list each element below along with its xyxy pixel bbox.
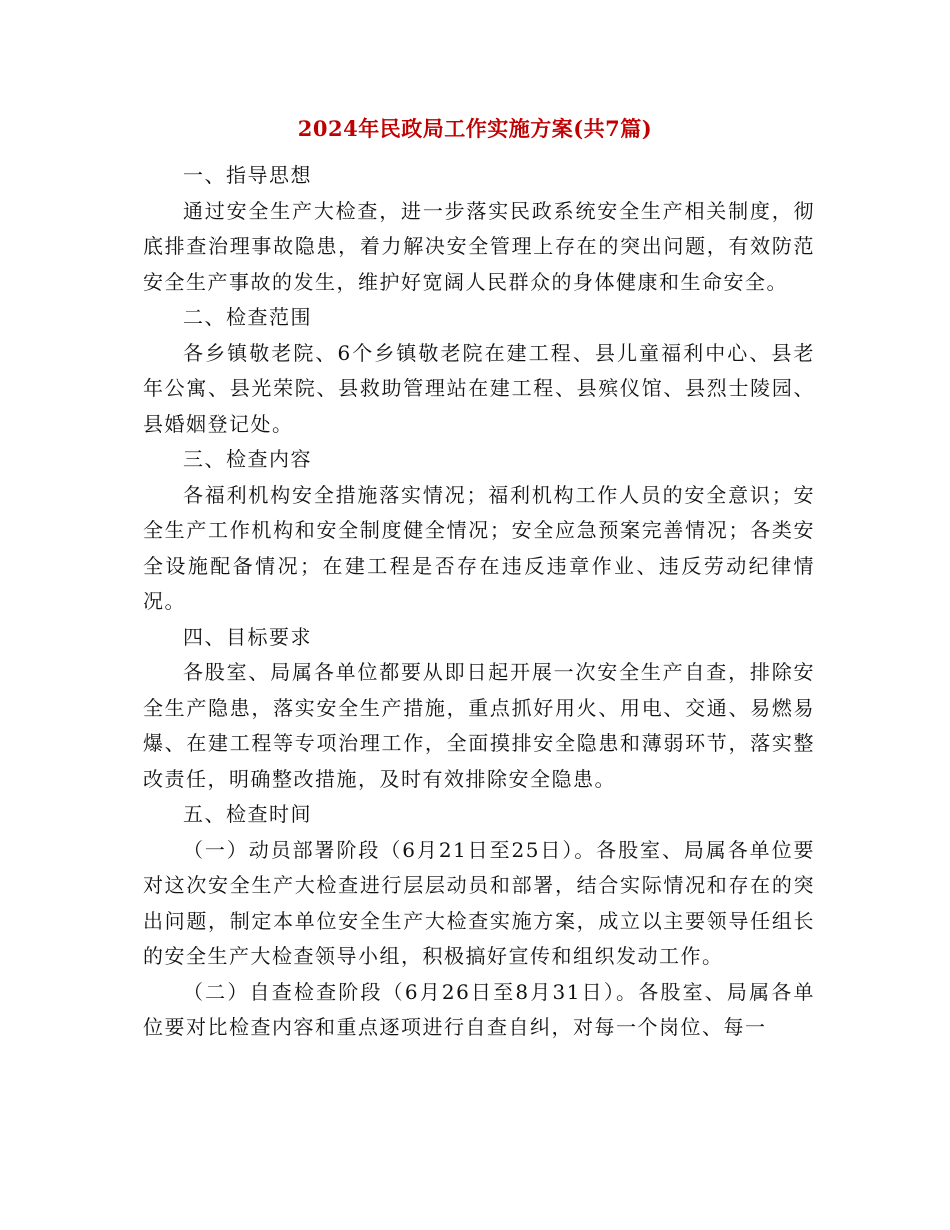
paragraph-inspection-content: 各福利机构安全措施落实情况；福利机构工作人员的安全意识；安全生产工作机构和安全制度健全情况；安全应急预案完善情况；各类安全设施配备情况；在建工程是否存在违反违章作业、违反劳动纪律情况。 xyxy=(143,482,815,613)
paragraph-goals: 各股室、局属各单位都要从即日起开展一次安全生产自查，排除安全生产隐患，落实安全生产措施，重点抓好用火、用电、交通、易燃易爆、在建工程等专项治理工作，全面摸排安全隐患和薄弱环节，落实整改责任，明确整改措施，及时有效排除安全隐患。 xyxy=(143,660,815,791)
paragraph-guiding-ideology: 通过安全生产大检查，进一步落实民政系统安全生产相关制度，彻底排查治理事故隐患，着力解决安全管理上存在的突出问题，有效防范安全生产事故的发生，维护好宽阔人民群众的身体健康和生命安全。 xyxy=(143,198,815,294)
paragraph-phase-self-inspection: （二）自查检查阶段（6月26日至8月31日）。各股室、局属各单位要对比检查内容和重点逐项进行自查自纠，对每一个岗位、每一 xyxy=(143,979,815,1039)
section-heading-guiding-ideology: 一、指导思想 xyxy=(183,163,312,187)
section-heading-inspection-scope: 二、检查范围 xyxy=(183,305,312,329)
section-heading-inspection-time: 五、检查时间 xyxy=(183,802,312,826)
paragraph-phase-mobilization: （一）动员部署阶段（6月21日至25日）。各股室、局属各单位要对这次安全生产大检查进行层层动员和部署，结合实际情况和存在的突出问题，制定本单位安全生产大检查实施方案，成立以主要领导任组长的安全生产大检查领导小组，积极搞好宣传和组织发动工作。 xyxy=(143,837,815,968)
document-title: 2024年民政局工作实施方案(共7篇) xyxy=(297,116,653,141)
section-heading-inspection-content: 三、检查内容 xyxy=(183,447,312,471)
paragraph-inspection-scope: 各乡镇敬老院、6个乡镇敬老院在建工程、县儿童福利中心、县老年公寓、县光荣院、县救助管理站在建工程、县殡仪馆、县烈士陵园、县婚姻登记处。 xyxy=(143,340,815,436)
section-heading-goals: 四、目标要求 xyxy=(183,624,312,649)
document-body xyxy=(143,158,815,1046)
